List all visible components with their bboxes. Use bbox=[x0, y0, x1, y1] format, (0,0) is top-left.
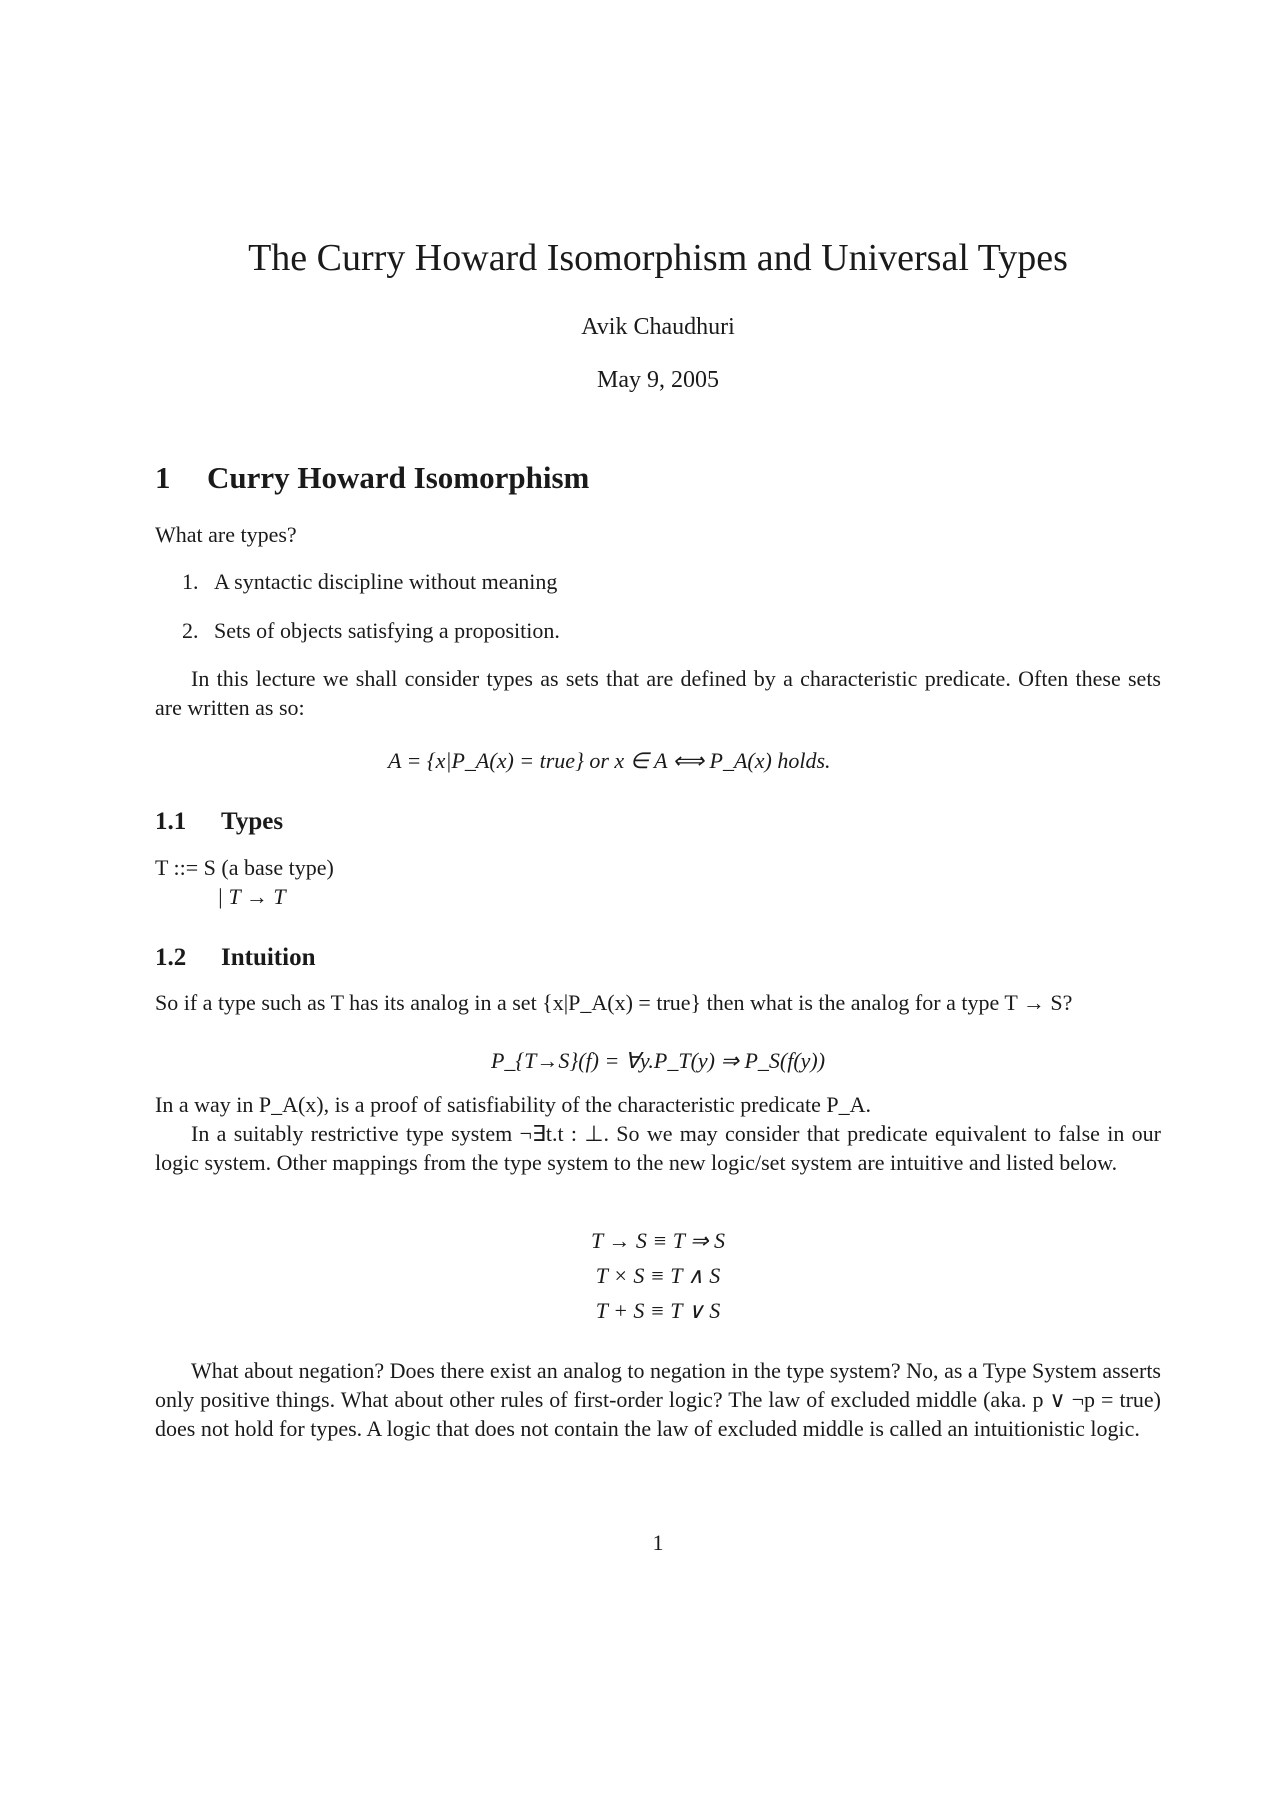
list-marker: 2. bbox=[182, 618, 199, 643]
list-marker: 1. bbox=[182, 569, 199, 594]
mapping-equation: T → S ≡ T ⇒ S bbox=[591, 1228, 725, 1253]
section-heading-1-1 bbox=[155, 808, 283, 836]
mapping-equation: T × S ≡ T ∧ S bbox=[595, 1263, 721, 1288]
equation-set-definition bbox=[388, 746, 831, 775]
list-item-text: A syntactic discipline without meaning bbox=[214, 569, 558, 594]
paragraph-sets: In this lecture we shall consider types as sets that are defined by a characteristic predicate. Often these sets are written as so: bbox=[155, 666, 1161, 720]
author-name: Avik Chaudhuri bbox=[581, 314, 735, 340]
paragraph-restrictive: In a suitably restrictive type system ¬∃t.t : ⊥. So we may consider that predicate equivalent to false in our logic system. Other mappings from the type system to the new logic/set system are intuitive and listed below. bbox=[155, 1121, 1161, 1175]
section-title: Curry Howard Isomorphism bbox=[207, 460, 590, 495]
paper-title: The Curry Howard Isomorphism and Universal Types bbox=[248, 237, 1068, 279]
grammar-line: T ::= S (a base type) bbox=[155, 855, 334, 880]
intro-question: What are types? bbox=[155, 522, 297, 547]
section-number: 1 bbox=[155, 460, 171, 495]
equation-arrow-type: P_{T→S}(f) = ∀y.P_T(y) ⇒ P_S(f(y)) bbox=[490, 1048, 826, 1073]
equation-text: A = {x|P_A(x) = true} or x ∈ A ⟺ P_A(x) holds. bbox=[388, 748, 831, 773]
section-title: Types bbox=[221, 808, 284, 835]
publication-date: May 9, 2005 bbox=[597, 367, 719, 393]
paragraph-intuition: So if a type such as T has its analog in a set {x|P_A(x) = true} then what is the analog for a type T → S? bbox=[155, 990, 1073, 1015]
section-number: 1.1 bbox=[155, 808, 187, 835]
section-heading-1-2 bbox=[155, 944, 315, 972]
page-number: 1 bbox=[652, 1530, 664, 1555]
list-item bbox=[182, 567, 557, 596]
mapping-equation: T + S ≡ T ∨ S bbox=[595, 1298, 721, 1323]
paragraph-negation: What about negation? Does there exist an analog to negation in the type system? No, as a Type System asserts only positive things. What about other rules of first-order logic? The law of excluded middle (aka. p ∨ ¬p = true) does not hold for types. A logic that does not contain the law of excluded middle is called an intuitionistic logic. bbox=[155, 1358, 1161, 1441]
paragraph-proof: In a way in P_A(x), is a proof of satisfiability of the characteristic predicate P_A. bbox=[155, 1092, 871, 1117]
list-item bbox=[182, 616, 560, 645]
grammar-line: | T → T bbox=[217, 884, 286, 909]
section-heading-1 bbox=[155, 460, 589, 496]
list-item-text: Sets of objects satisfying a proposition. bbox=[214, 618, 560, 643]
section-number: 1.2 bbox=[155, 944, 187, 971]
section-title: Intuition bbox=[221, 944, 316, 971]
